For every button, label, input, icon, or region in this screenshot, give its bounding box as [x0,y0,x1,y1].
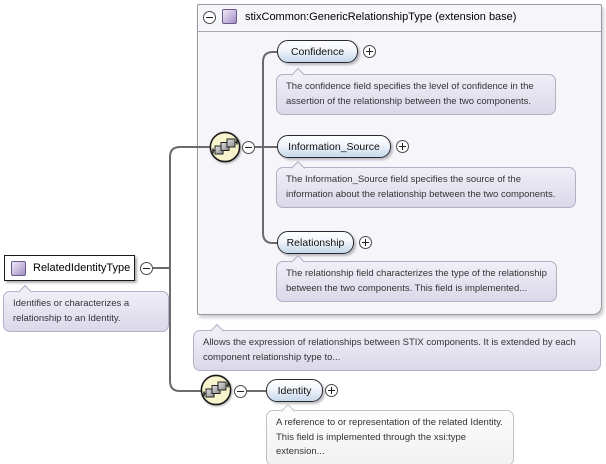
expand-icon[interactable] [359,236,372,249]
expand-icon[interactable] [363,45,376,58]
tooltip-relationship: The relationship field characterizes the type of the relationship between the two components. This field is implemented... [276,261,557,302]
complex-type-icon [11,261,26,276]
extension-base-title: stixCommon:GenericRelationshipType (extension base) [245,11,517,23]
collapse-icon[interactable] [242,141,255,154]
tooltip-confidence: The confidence field specifies the level of confidence in the assertion of the relationship between the two components. [276,74,556,115]
collapse-icon[interactable] [234,385,247,398]
element-information-source[interactable]: Information_Source [277,135,391,158]
root-type-label: RelatedIdentityType [33,262,131,274]
expand-icon[interactable] [396,140,409,153]
extension-base-header [198,5,601,32]
sequence-icon[interactable] [200,374,232,406]
element-relationship[interactable]: Relationship [277,231,354,254]
complex-type-icon [222,9,237,24]
sequence-icon[interactable] [209,131,241,163]
collapse-icon[interactable] [203,11,216,24]
tooltip-identity: A reference to or representation of the related Identity. This field is implemented through the xsi:type extension... [266,410,514,464]
element-identity[interactable]: Identity [266,379,323,402]
tooltip-information-source: The Information_Source field specifies the source of the information about the relationship between the two components. [276,167,576,208]
expand-icon[interactable] [325,384,338,397]
tooltip-extension-base: Allows the expression of relationships between STIX components. It is extended by each component relationship type to... [193,330,601,371]
collapse-icon[interactable] [140,262,153,275]
tooltip-root-type: Identifies or characterizes a relationship to an Identity. [3,291,169,332]
root-type-box[interactable] [4,255,135,281]
element-confidence[interactable]: Confidence [277,40,358,63]
